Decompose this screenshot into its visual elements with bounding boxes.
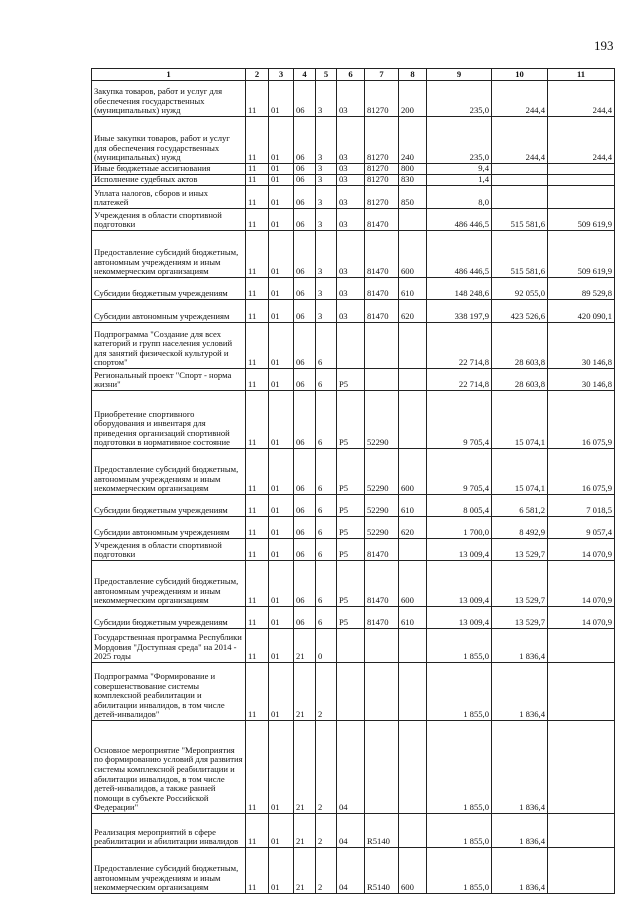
row-cell-col-4: 06 xyxy=(294,231,316,278)
row-cell-col-11: 30 146,8 xyxy=(548,369,615,391)
row-cell-col-9: 338 197,9 xyxy=(427,300,492,323)
row-cell-col-6: 03 xyxy=(337,209,365,231)
row-cell-col-5: 3 xyxy=(316,231,337,278)
row-cell-col-3: 01 xyxy=(269,721,294,814)
row-cell-col-8: 600 xyxy=(399,561,427,607)
row-cell-col-4: 06 xyxy=(294,449,316,495)
row-cell-col-2: 11 xyxy=(246,517,269,539)
row-cell-col-3: 01 xyxy=(269,117,294,164)
row-cell-col-9: 8 005,4 xyxy=(427,495,492,517)
row-cell-col-4: 21 xyxy=(294,814,316,848)
row-cell-col-6 xyxy=(337,663,365,721)
row-cell-col-10: 13 529,7 xyxy=(492,539,548,561)
row-cell-col-4: 06 xyxy=(294,209,316,231)
row-cell-col-8: 610 xyxy=(399,495,427,517)
table-row xyxy=(92,175,615,186)
row-cell-col-4: 06 xyxy=(294,117,316,164)
row-cell-col-6: P5 xyxy=(337,517,365,539)
row-cell-col-2: 11 xyxy=(246,300,269,323)
table-row xyxy=(92,186,615,209)
row-cell-col-6: P5 xyxy=(337,539,365,561)
row-cell-col-3: 01 xyxy=(269,81,294,117)
table-row xyxy=(92,278,615,300)
table-row xyxy=(92,391,615,449)
row-cell-col-2: 11 xyxy=(246,81,269,117)
row-name-cell: Субсидии автономным учреждениям xyxy=(92,300,246,323)
row-cell-col-7 xyxy=(365,369,399,391)
row-cell-col-5: 3 xyxy=(316,209,337,231)
row-cell-col-8: 610 xyxy=(399,278,427,300)
row-cell-col-6: 03 xyxy=(337,175,365,186)
row-cell-col-5: 3 xyxy=(316,81,337,117)
row-cell-col-3: 01 xyxy=(269,278,294,300)
row-cell-col-5: 6 xyxy=(316,539,337,561)
row-cell-col-7: 81270 xyxy=(365,117,399,164)
row-cell-col-9: 9 705,4 xyxy=(427,391,492,449)
row-cell-col-3: 01 xyxy=(269,539,294,561)
budget-table xyxy=(91,68,615,894)
row-cell-col-4: 21 xyxy=(294,629,316,663)
column-header-8: 8 xyxy=(399,69,427,81)
table-row xyxy=(92,117,615,164)
row-cell-col-3: 01 xyxy=(269,517,294,539)
row-cell-col-3: 01 xyxy=(269,231,294,278)
row-cell-col-5: 2 xyxy=(316,721,337,814)
table-row xyxy=(92,81,615,117)
row-cell-col-11: 7 018,5 xyxy=(548,495,615,517)
row-cell-col-2: 11 xyxy=(246,209,269,231)
row-cell-col-3: 01 xyxy=(269,848,294,894)
column-header-1: 1 xyxy=(92,69,246,81)
row-cell-col-7: R5140 xyxy=(365,814,399,848)
row-cell-col-11: 14 070,9 xyxy=(548,539,615,561)
row-cell-col-8: 200 xyxy=(399,81,427,117)
row-cell-col-7: 81470 xyxy=(365,278,399,300)
row-cell-col-4: 06 xyxy=(294,369,316,391)
row-cell-col-7: 81270 xyxy=(365,164,399,175)
row-cell-col-6: P5 xyxy=(337,561,365,607)
table-row xyxy=(92,517,615,539)
table-row xyxy=(92,300,615,323)
row-cell-col-5: 3 xyxy=(316,186,337,209)
row-cell-col-5: 3 xyxy=(316,117,337,164)
row-name-cell: Иные бюджетные ассигнования xyxy=(92,164,246,175)
row-cell-col-9: 486 446,5 xyxy=(427,209,492,231)
row-cell-col-10: 13 529,7 xyxy=(492,607,548,629)
row-cell-col-8: 610 xyxy=(399,607,427,629)
row-name-cell: Государственная программа Республики Мордовия "Доступная среда" на 2014 - 2025 годы xyxy=(92,629,246,663)
row-name-cell: Субсидии бюджетным учреждениям xyxy=(92,278,246,300)
row-cell-col-11: 16 075,9 xyxy=(548,449,615,495)
row-cell-col-7 xyxy=(365,663,399,721)
row-cell-col-6 xyxy=(337,629,365,663)
row-cell-col-9: 235,0 xyxy=(427,81,492,117)
row-cell-col-11 xyxy=(548,164,615,175)
row-cell-col-11: 9 057,4 xyxy=(548,517,615,539)
table-row xyxy=(92,561,615,607)
table-row xyxy=(92,721,615,814)
row-cell-col-2: 11 xyxy=(246,539,269,561)
row-cell-col-7 xyxy=(365,629,399,663)
row-cell-col-3: 01 xyxy=(269,814,294,848)
row-cell-col-9: 13 009,4 xyxy=(427,561,492,607)
row-cell-col-4: 21 xyxy=(294,721,316,814)
row-cell-col-11 xyxy=(548,629,615,663)
row-cell-col-9: 8,0 xyxy=(427,186,492,209)
row-cell-col-7: 81270 xyxy=(365,186,399,209)
row-cell-col-11: 509 619,9 xyxy=(548,209,615,231)
row-cell-col-7: 81470 xyxy=(365,209,399,231)
row-name-cell: Субсидии автономным учреждениям xyxy=(92,517,246,539)
row-cell-col-10: 515 581,6 xyxy=(492,231,548,278)
row-cell-col-10: 515 581,6 xyxy=(492,209,548,231)
column-header-6: 6 xyxy=(337,69,365,81)
row-cell-col-2: 11 xyxy=(246,186,269,209)
row-cell-col-5: 3 xyxy=(316,278,337,300)
row-cell-col-6: 03 xyxy=(337,117,365,164)
row-cell-col-6: 04 xyxy=(337,848,365,894)
row-cell-col-3: 01 xyxy=(269,561,294,607)
row-cell-col-6: 03 xyxy=(337,164,365,175)
row-cell-col-11: 244,4 xyxy=(548,117,615,164)
row-cell-col-10: 13 529,7 xyxy=(492,561,548,607)
row-cell-col-3: 01 xyxy=(269,607,294,629)
row-name-cell: Предоставление субсидий бюджетным, автономным учреждениям и иным некоммерческим организациям xyxy=(92,848,246,894)
row-cell-col-6: P5 xyxy=(337,495,365,517)
row-cell-col-9: 22 714,8 xyxy=(427,323,492,369)
row-cell-col-4: 21 xyxy=(294,663,316,721)
row-cell-col-4: 06 xyxy=(294,175,316,186)
row-cell-col-8: 600 xyxy=(399,231,427,278)
row-cell-col-7: 52290 xyxy=(365,449,399,495)
row-cell-col-10: 6 581,2 xyxy=(492,495,548,517)
row-cell-col-4: 06 xyxy=(294,278,316,300)
row-cell-col-5: 3 xyxy=(316,164,337,175)
row-cell-col-8 xyxy=(399,814,427,848)
row-cell-col-4: 06 xyxy=(294,607,316,629)
row-cell-col-11 xyxy=(548,814,615,848)
row-cell-col-8: 830 xyxy=(399,175,427,186)
row-cell-col-5: 6 xyxy=(316,323,337,369)
row-name-cell: Основное мероприятие "Мероприятия по формированию условий для развития системы комплексной реабилитации и абилитации инвалидов, в том числе детей-инвалидов, а также ранней помощи в субъекте Российской Федерации" xyxy=(92,721,246,814)
row-cell-col-10: 1 836,4 xyxy=(492,848,548,894)
row-cell-col-5: 0 xyxy=(316,629,337,663)
row-cell-col-3: 01 xyxy=(269,209,294,231)
row-cell-col-7: 81470 xyxy=(365,231,399,278)
row-cell-col-7: 81470 xyxy=(365,607,399,629)
row-cell-col-11 xyxy=(548,186,615,209)
row-cell-col-7: R5140 xyxy=(365,848,399,894)
row-cell-col-10: 92 055,0 xyxy=(492,278,548,300)
row-cell-col-6: 03 xyxy=(337,81,365,117)
row-cell-col-11: 244,4 xyxy=(548,81,615,117)
table-row xyxy=(92,164,615,175)
row-name-cell: Предоставление субсидий бюджетным, автономным учреждениям и иным некоммерческим организациям xyxy=(92,449,246,495)
row-cell-col-4: 06 xyxy=(294,517,316,539)
page-number: 193 xyxy=(594,38,614,53)
row-cell-col-6: P5 xyxy=(337,369,365,391)
row-cell-col-6: P5 xyxy=(337,607,365,629)
row-name-cell: Учреждения в области спортивной подготовки xyxy=(92,209,246,231)
row-cell-col-5: 2 xyxy=(316,848,337,894)
row-cell-col-5: 6 xyxy=(316,561,337,607)
row-name-cell: Уплата налогов, сборов и иных платежей xyxy=(92,186,246,209)
row-cell-col-8 xyxy=(399,539,427,561)
row-cell-col-5: 2 xyxy=(316,663,337,721)
column-header-11: 11 xyxy=(548,69,615,81)
row-cell-col-11 xyxy=(548,721,615,814)
column-header-4: 4 xyxy=(294,69,316,81)
table-row xyxy=(92,607,615,629)
row-cell-col-4: 06 xyxy=(294,539,316,561)
row-cell-col-10: 1 836,4 xyxy=(492,814,548,848)
row-name-cell: Предоставление субсидий бюджетным, автономным учреждениям и иным некоммерческим организациям xyxy=(92,561,246,607)
row-cell-col-10: 15 074,1 xyxy=(492,449,548,495)
table-row xyxy=(92,629,615,663)
row-cell-col-5: 6 xyxy=(316,449,337,495)
column-header-3: 3 xyxy=(269,69,294,81)
row-cell-col-6: 03 xyxy=(337,278,365,300)
row-cell-col-7: 81270 xyxy=(365,81,399,117)
row-cell-col-2: 11 xyxy=(246,848,269,894)
row-name-cell: Закупка товаров, работ и услуг для обеспечения государственных (муниципальных) нужд xyxy=(92,81,246,117)
row-cell-col-2: 11 xyxy=(246,164,269,175)
row-name-cell: Подпрограмма "Создание для всех категорий и групп населения условий для занятий физической культурой и спортом" xyxy=(92,323,246,369)
row-cell-col-7: 52290 xyxy=(365,517,399,539)
row-cell-col-3: 01 xyxy=(269,175,294,186)
row-cell-col-7: 81470 xyxy=(365,539,399,561)
row-cell-col-10 xyxy=(492,186,548,209)
row-cell-col-5: 3 xyxy=(316,175,337,186)
row-cell-col-9: 486 446,5 xyxy=(427,231,492,278)
row-cell-col-6 xyxy=(337,323,365,369)
table-row xyxy=(92,369,615,391)
row-cell-col-11: 16 075,9 xyxy=(548,391,615,449)
column-header-10: 10 xyxy=(492,69,548,81)
table-row xyxy=(92,231,615,278)
row-cell-col-4: 06 xyxy=(294,186,316,209)
row-cell-col-8 xyxy=(399,369,427,391)
table-row xyxy=(92,209,615,231)
row-cell-col-4: 06 xyxy=(294,561,316,607)
row-cell-col-5: 6 xyxy=(316,607,337,629)
row-cell-col-6: P5 xyxy=(337,391,365,449)
row-cell-col-5: 6 xyxy=(316,495,337,517)
row-cell-col-3: 01 xyxy=(269,186,294,209)
row-cell-col-2: 11 xyxy=(246,278,269,300)
row-cell-col-11 xyxy=(548,663,615,721)
row-cell-col-4: 06 xyxy=(294,323,316,369)
row-cell-col-11: 14 070,9 xyxy=(548,561,615,607)
row-cell-col-4: 06 xyxy=(294,495,316,517)
row-name-cell: Исполнение судебных актов xyxy=(92,175,246,186)
row-cell-col-4: 06 xyxy=(294,164,316,175)
row-cell-col-2: 11 xyxy=(246,231,269,278)
row-cell-col-3: 01 xyxy=(269,323,294,369)
row-cell-col-2: 11 xyxy=(246,629,269,663)
row-cell-col-3: 01 xyxy=(269,629,294,663)
row-cell-col-10: 28 603,8 xyxy=(492,323,548,369)
row-cell-col-9: 1 855,0 xyxy=(427,814,492,848)
row-cell-col-10: 244,4 xyxy=(492,117,548,164)
row-cell-col-4: 06 xyxy=(294,300,316,323)
row-cell-col-9: 148 248,6 xyxy=(427,278,492,300)
row-cell-col-8: 620 xyxy=(399,300,427,323)
row-cell-col-2: 11 xyxy=(246,449,269,495)
row-cell-col-8: 240 xyxy=(399,117,427,164)
row-cell-col-9: 1 855,0 xyxy=(427,848,492,894)
row-cell-col-8: 600 xyxy=(399,848,427,894)
table-row xyxy=(92,539,615,561)
row-cell-col-7: 81470 xyxy=(365,561,399,607)
row-cell-col-6: 04 xyxy=(337,721,365,814)
row-cell-col-10: 8 492,9 xyxy=(492,517,548,539)
row-cell-col-8 xyxy=(399,663,427,721)
row-cell-col-9: 22 714,8 xyxy=(427,369,492,391)
row-cell-col-2: 11 xyxy=(246,607,269,629)
row-cell-col-5: 2 xyxy=(316,814,337,848)
row-cell-col-3: 01 xyxy=(269,300,294,323)
row-cell-col-5: 6 xyxy=(316,391,337,449)
row-cell-col-2: 11 xyxy=(246,117,269,164)
row-cell-col-6: 03 xyxy=(337,186,365,209)
row-cell-col-2: 11 xyxy=(246,391,269,449)
row-cell-col-3: 01 xyxy=(269,449,294,495)
row-cell-col-9: 235,0 xyxy=(427,117,492,164)
row-cell-col-8: 850 xyxy=(399,186,427,209)
row-cell-col-3: 01 xyxy=(269,369,294,391)
row-cell-col-2: 11 xyxy=(246,323,269,369)
table-row xyxy=(92,495,615,517)
row-cell-col-8 xyxy=(399,323,427,369)
row-cell-col-10: 1 836,4 xyxy=(492,663,548,721)
row-cell-col-9: 1,4 xyxy=(427,175,492,186)
row-cell-col-9: 13 009,4 xyxy=(427,607,492,629)
row-name-cell: Реализация мероприятий в сфере реабилитации и абилитации инвалидов xyxy=(92,814,246,848)
row-cell-col-10 xyxy=(492,175,548,186)
row-cell-col-7 xyxy=(365,721,399,814)
row-cell-col-9: 1 855,0 xyxy=(427,663,492,721)
table-row xyxy=(92,449,615,495)
column-header-7: 7 xyxy=(365,69,399,81)
column-header-9: 9 xyxy=(427,69,492,81)
row-cell-col-5: 3 xyxy=(316,300,337,323)
row-cell-col-9: 1 855,0 xyxy=(427,721,492,814)
row-name-cell: Учреждения в области спортивной подготовки xyxy=(92,539,246,561)
row-cell-col-10: 1 836,4 xyxy=(492,721,548,814)
row-cell-col-4: 06 xyxy=(294,391,316,449)
row-name-cell: Субсидии бюджетным учреждениям xyxy=(92,495,246,517)
row-cell-col-11: 30 146,8 xyxy=(548,323,615,369)
row-cell-col-2: 11 xyxy=(246,561,269,607)
table-header-row xyxy=(92,69,615,81)
row-name-cell: Приобретение спортивного оборудования и инвентаря для приведения организаций спортивной подготовки в нормативное состояние xyxy=(92,391,246,449)
row-cell-col-11 xyxy=(548,175,615,186)
row-cell-col-5: 6 xyxy=(316,369,337,391)
row-cell-col-11: 14 070,9 xyxy=(548,607,615,629)
row-cell-col-7: 81470 xyxy=(365,300,399,323)
table-row xyxy=(92,848,615,894)
row-cell-col-7: 81270 xyxy=(365,175,399,186)
row-cell-col-3: 01 xyxy=(269,391,294,449)
row-cell-col-10: 15 074,1 xyxy=(492,391,548,449)
table-row xyxy=(92,323,615,369)
row-cell-col-3: 01 xyxy=(269,495,294,517)
row-cell-col-8 xyxy=(399,629,427,663)
row-cell-col-9: 9 705,4 xyxy=(427,449,492,495)
row-cell-col-7: 52290 xyxy=(365,495,399,517)
row-name-cell: Региональный проект "Спорт - норма жизни" xyxy=(92,369,246,391)
row-cell-col-7 xyxy=(365,323,399,369)
table-row xyxy=(92,814,615,848)
row-cell-col-2: 11 xyxy=(246,175,269,186)
table-body xyxy=(92,81,615,894)
row-cell-col-8 xyxy=(399,721,427,814)
row-cell-col-8: 600 xyxy=(399,449,427,495)
row-cell-col-9: 9,4 xyxy=(427,164,492,175)
table-row xyxy=(92,663,615,721)
row-cell-col-6: P5 xyxy=(337,449,365,495)
row-cell-col-9: 1 700,0 xyxy=(427,517,492,539)
row-cell-col-2: 11 xyxy=(246,721,269,814)
row-cell-col-9: 13 009,4 xyxy=(427,539,492,561)
row-cell-col-2: 11 xyxy=(246,663,269,721)
row-cell-col-9: 1 855,0 xyxy=(427,629,492,663)
row-cell-col-6: 03 xyxy=(337,300,365,323)
row-cell-col-3: 01 xyxy=(269,663,294,721)
row-cell-col-6: 03 xyxy=(337,231,365,278)
column-header-5: 5 xyxy=(316,69,337,81)
row-cell-col-10: 423 526,6 xyxy=(492,300,548,323)
row-cell-col-11 xyxy=(548,848,615,894)
row-cell-col-11: 89 529,8 xyxy=(548,278,615,300)
row-cell-col-11: 509 619,9 xyxy=(548,231,615,278)
row-name-cell: Иные закупки товаров, работ и услуг для обеспечения государственных (муниципальных) нужд xyxy=(92,117,246,164)
row-cell-col-8 xyxy=(399,391,427,449)
row-cell-col-8: 620 xyxy=(399,517,427,539)
row-cell-col-8: 800 xyxy=(399,164,427,175)
row-cell-col-4: 06 xyxy=(294,81,316,117)
row-cell-col-10: 28 603,8 xyxy=(492,369,548,391)
row-name-cell: Предоставление субсидий бюджетным, автономным учреждениям и иным некоммерческим организациям xyxy=(92,231,246,278)
row-cell-col-3: 01 xyxy=(269,164,294,175)
row-cell-col-8 xyxy=(399,209,427,231)
row-cell-col-2: 11 xyxy=(246,495,269,517)
row-cell-col-2: 11 xyxy=(246,369,269,391)
row-cell-col-7: 52290 xyxy=(365,391,399,449)
column-header-2: 2 xyxy=(246,69,269,81)
row-cell-col-5: 6 xyxy=(316,517,337,539)
row-cell-col-2: 11 xyxy=(246,814,269,848)
row-cell-col-10 xyxy=(492,164,548,175)
row-cell-col-10: 1 836,4 xyxy=(492,629,548,663)
row-cell-col-10: 244,4 xyxy=(492,81,548,117)
row-name-cell: Субсидии бюджетным учреждениям xyxy=(92,607,246,629)
row-cell-col-4: 21 xyxy=(294,848,316,894)
row-cell-col-6: 04 xyxy=(337,814,365,848)
row-name-cell: Подпрограмма "Формирование и совершенствование системы комплексной реабилитации и абилитации инвалидов, в том числе детей-инвалидов" xyxy=(92,663,246,721)
row-cell-col-11: 420 090,1 xyxy=(548,300,615,323)
